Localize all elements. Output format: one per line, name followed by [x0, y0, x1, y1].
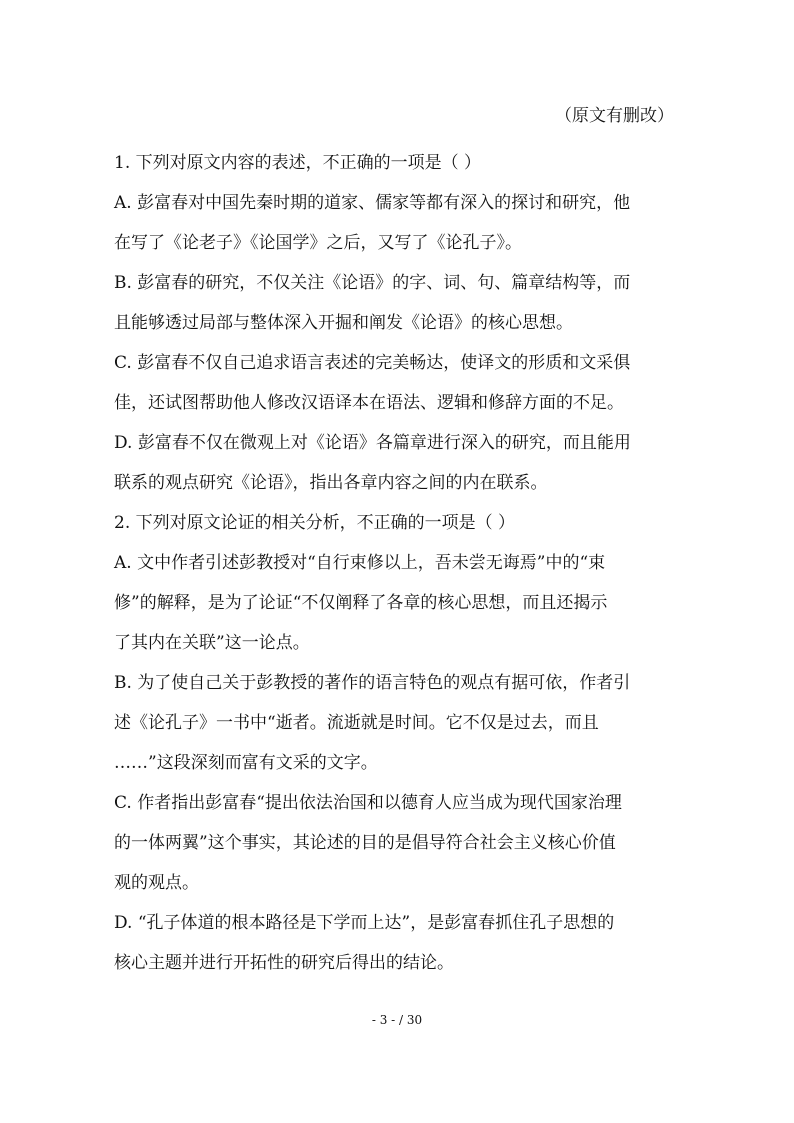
question-2-option-a-line-2: 修”的解释，是为了论证“不仅阐释了各章的核心思想，而且还揭示 [114, 593, 608, 613]
question-2-option-a-line-1: A. 文中作者引述彭教授对“自行束修以上，吾未尝无诲焉”中的“束 [114, 553, 606, 573]
questions-content [114, 143, 686, 983]
question-1-option-c-line-1: C. 彭富春不仅自己追求语言表述的完美畅达，使译文的形质和文采俱 [114, 353, 631, 373]
question-1-option-c-line-2: 佳，还试图帮助他人修改汉语译本在语法、逻辑和修辞方面的不足。 [114, 393, 624, 413]
question-2-option-b-line-1: B. 为了使自己关于彭教授的著作的语言特色的观点有据可依，作者引 [114, 673, 631, 693]
question-1-option-a-line-2: 在写了《论老子》《论国学》之后，又写了《论孔子》。 [114, 233, 522, 253]
question-2-option-a-line-3: 了其内在关联”这一论点。 [114, 633, 310, 653]
question-2-option-c-line-3: 观的观点。 [114, 873, 199, 893]
question-1-option-b-line-2: 且能够透过局部与整体深入开掘和阐发《论语》的核心思想。 [114, 313, 573, 333]
question-2-option-d-line-2: 核心主题并进行开拓性的研究后得出的结论。 [114, 953, 454, 973]
question-2-option-c-line-2: 的一体两翼”这个事实，其论述的目的是倡导符合社会主义核心价值 [114, 833, 616, 853]
question-1-option-d-line-1: D. 彭富春不仅在微观上对《论语》各篇章进行深入的研究，而且能用 [114, 433, 631, 453]
question-1-stem: 1. 下列对原文内容的表述，不正确的一项是（ ） [114, 153, 482, 173]
question-2-option-c-line-1: C. 作者指出彭富春“提出依法治国和以德育人应当成为现代国家治理 [114, 793, 622, 813]
page-number: - 3 - / 30 [371, 1013, 423, 1027]
question-2-stem: 2. 下列对原文论证的相关分析，不正确的一项是（ ） [114, 513, 516, 533]
question-1-option-b-line-1: B. 彭富春的研究，不仅关注《论语》的字、词、句、篇章结构等，而 [114, 273, 631, 293]
question-1-option-a-line-1: A. 彭富春对中国先秦时期的道家、儒家等都有深入的探讨和研究，他 [114, 193, 631, 213]
question-1-option-d-line-2: 联系的观点研究《论语》，指出各章内容之间的内在联系。 [114, 473, 548, 493]
question-2-option-b-line-3: ……”这段深刻而富有文采的文字。 [114, 753, 378, 773]
question-2-option-b-line-2: 述《论孔子》一书中“逝者。流逝就是时间。它不仅是过去，而且 [114, 713, 599, 733]
source-note: （原文有删改） [555, 106, 674, 126]
question-2-option-d-line-1: D. “孔子体道的根本路径是下学而上达”，是彭富春抓住孔子思想的 [114, 913, 615, 933]
